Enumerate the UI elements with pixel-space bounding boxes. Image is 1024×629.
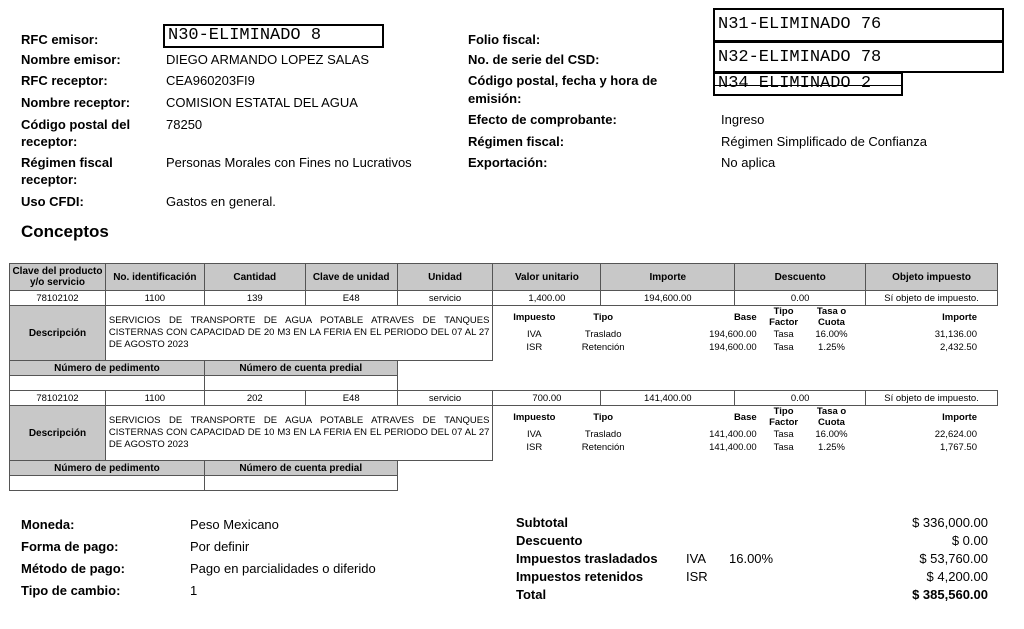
table-row — [10, 391, 998, 406]
tax-header: Importe — [942, 411, 977, 423]
rfc-emisor-label: RFC emisor: — [21, 32, 99, 47]
cell-importe: 141,400.00 — [601, 391, 735, 406]
tax-base: 141,400.00 — [709, 442, 757, 453]
uso-cfdi-label: Uso CFDI: — [21, 194, 84, 209]
tax-tipo: Retención — [581, 342, 625, 353]
col-header: Unidad — [397, 264, 493, 291]
trasladados-tasa: 16.00% — [729, 551, 774, 566]
cuenta-predial-value — [204, 476, 397, 491]
tax-impuesto: IVA — [527, 329, 542, 340]
serie-csd-label: No. de serie del CSD: — [468, 52, 600, 67]
tax-header: Base — [733, 311, 757, 323]
tax-impuesto: ISR — [526, 442, 543, 453]
exportacion-label: Exportación: — [468, 155, 548, 170]
descripcion-label: Descripción — [10, 406, 106, 461]
regimen-fiscal-value: Régimen Simplificado de Confianza — [721, 134, 927, 149]
tax-header: Tipo Factor — [769, 306, 799, 328]
forma-pago-value: Por definir — [190, 539, 250, 554]
nombre-emisor-label: Nombre emisor: — [21, 52, 121, 67]
col-header: Cantidad — [204, 264, 305, 291]
tax-row — [493, 328, 997, 341]
subtotal-label: Subtotal — [516, 515, 568, 530]
col-header: Importe — [601, 264, 735, 291]
descuento-label: Descuento — [516, 533, 583, 548]
tax-tipo: Traslado — [584, 429, 622, 440]
tax-impuesto: IVA — [527, 429, 542, 440]
cell-clave: 78102102 — [10, 391, 106, 406]
rfc-receptor-label: RFC receptor: — [21, 73, 108, 88]
cell-unidad: servicio — [397, 391, 493, 406]
redaction-serie: N32-ELIMINADO 78 — [713, 41, 1004, 73]
retenidos-label: Impuestos retenidos — [516, 569, 644, 584]
redaction-cp — [713, 72, 903, 96]
tax-importe: 2,432.50 — [940, 342, 977, 353]
tax-table — [493, 306, 997, 354]
trasladados-value: $ 53,760.00 — [919, 551, 988, 566]
nombre-receptor-label: Nombre receptor: — [21, 95, 131, 110]
tax-block — [493, 306, 998, 361]
total-value: $ 385,560.00 — [912, 587, 988, 602]
cell-objeto: Sí objeto de impuesto. — [866, 291, 998, 306]
tax-tasa: 16.00% — [815, 429, 848, 440]
table-header-row — [10, 264, 998, 291]
tax-tasa: 16.00% — [815, 329, 848, 340]
col-header: Valor unitario — [493, 264, 601, 291]
cp-receptor-label-2: receptor: — [21, 134, 78, 149]
redaction-cp-text: N34 ELIMINADO 2 — [718, 74, 872, 93]
rfc-receptor-value: CEA960203FI9 — [166, 73, 255, 88]
nombre-receptor-value: COMISION ESTATAL DEL AGUA — [166, 95, 358, 110]
cp-receptor-value: 78250 — [166, 117, 203, 132]
redaction-rfc-emisor: N30-ELIMINADO 8 — [163, 24, 384, 48]
descripcion-text: SERVICIOS DE TRANSPORTE DE AGUA POTABLE ATRAVES DE TANQUES CISTERNAS CON CAPACIDAD DE 20 M3 EN LA FERIA EN EL PERIODO DEL 07 AL 27 DE AGOSTO 2023 — [105, 306, 493, 361]
metodo-pago-label: Método de pago: — [21, 561, 125, 576]
tax-importe: 22,624.00 — [934, 429, 977, 440]
tax-factor: Tasa — [773, 442, 794, 453]
pedimento-label: Número de pedimento — [10, 361, 205, 376]
efecto-label: Efecto de comprobante: — [468, 112, 617, 127]
conceptos-table — [9, 263, 998, 491]
cell-clave: 78102102 — [10, 291, 106, 306]
tax-base: 194,600.00 — [709, 342, 757, 353]
trasladados-impuesto: IVA — [686, 551, 706, 566]
moneda-value: Peso Mexicano — [190, 517, 279, 532]
tax-row — [493, 341, 997, 354]
cell-unidad: servicio — [397, 291, 493, 306]
tax-factor: Tasa — [773, 329, 794, 340]
tax-row — [493, 441, 997, 454]
tax-impuesto: ISR — [526, 342, 543, 353]
pedimento-value — [10, 376, 205, 391]
tax-factor: Tasa — [773, 342, 794, 353]
cell-objeto: Sí objeto de impuesto. — [866, 391, 998, 406]
cell-descuento: 0.00 — [735, 291, 866, 306]
trasladados-label: Impuestos trasladados — [516, 551, 658, 566]
tipo-cambio-value: 1 — [190, 583, 198, 598]
tax-header: Tasa o Cuota — [816, 406, 847, 428]
cp-fecha-label-2: emisión: — [468, 91, 522, 106]
tax-tipo: Retención — [581, 442, 625, 453]
tax-tasa: 1.25% — [818, 342, 845, 353]
total-label: Total — [516, 587, 547, 602]
metodo-pago-value: Pago en parcialidades o diferido — [190, 561, 376, 576]
cell-importe: 194,600.00 — [601, 291, 735, 306]
tax-header: Tipo — [593, 411, 614, 423]
cell-cantidad: 139 — [204, 291, 305, 306]
cell-descuento: 0.00 — [735, 391, 866, 406]
tax-base: 141,400.00 — [709, 429, 757, 440]
cell-noid: 1100 — [105, 391, 204, 406]
pedimento-value — [10, 476, 205, 491]
col-header: Clave de unidad — [305, 264, 397, 291]
tax-table — [493, 406, 997, 454]
tax-header: Impuesto — [513, 411, 556, 423]
moneda-label: Moneda: — [21, 517, 75, 532]
tax-header: Importe — [942, 311, 977, 323]
pedimento-value-row — [10, 476, 998, 491]
folio-fiscal-label: Folio fiscal: — [468, 32, 541, 47]
tax-header: Tasa o Cuota — [816, 306, 847, 328]
regimen-receptor-value: Personas Morales con Fines no Lucrativos — [166, 155, 412, 170]
conceptos-title: Conceptos — [21, 222, 109, 241]
exportacion-value: No aplica — [721, 155, 776, 170]
descripcion-text: SERVICIOS DE TRANSPORTE DE AGUA POTABLE ATRAVES DE TANQUES CISTERNAS CON CAPACIDAD DE 10 M3 EN LA FERIA EN EL PERIODO DEL 07 AL 27 DE AGOSTO 2023 — [105, 406, 493, 461]
tax-base: 194,600.00 — [709, 329, 757, 340]
nombre-emisor-value: DIEGO ARMANDO LOPEZ SALAS — [166, 52, 369, 67]
cell-valor-unitario: 1,400.00 — [493, 291, 601, 306]
efecto-value: Ingreso — [721, 112, 765, 127]
table-row — [10, 291, 998, 306]
retenidos-impuesto: ISR — [686, 569, 708, 584]
cuenta-predial-label: Número de cuenta predial — [204, 361, 397, 376]
redaction-folio: N31-ELIMINADO 76 — [713, 8, 1004, 42]
cp-fecha-label: Código postal, fecha y hora de — [468, 73, 658, 88]
subtotal-value: $ 336,000.00 — [912, 515, 988, 530]
tax-block — [493, 406, 998, 461]
cell-clave-unidad: E48 — [305, 391, 397, 406]
regimen-fiscal-label: Régimen fiscal: — [468, 134, 565, 149]
cuenta-predial-value — [204, 376, 397, 391]
tax-header-row — [493, 306, 997, 328]
cell-noid: 1100 — [105, 291, 204, 306]
col-header: Objeto impuesto — [866, 264, 998, 291]
retenidos-value: $ 4,200.00 — [926, 569, 988, 584]
cell-cantidad: 202 — [204, 391, 305, 406]
descripcion-label: Descripción — [10, 306, 106, 361]
tax-header: Tipo — [593, 311, 614, 323]
tax-header: Tipo Factor — [769, 406, 799, 428]
tax-factor: Tasa — [773, 429, 794, 440]
col-header: No. identificación — [105, 264, 204, 291]
cell-valor-unitario: 700.00 — [493, 391, 601, 406]
forma-pago-label: Forma de pago: — [21, 539, 119, 554]
descuento-value: $ 0.00 — [951, 533, 988, 548]
tax-header: Impuesto — [513, 311, 556, 323]
tax-header: Base — [733, 411, 757, 423]
tipo-cambio-label: Tipo de cambio: — [21, 583, 121, 598]
pedimento-value-row — [10, 376, 998, 391]
pedimento-header-row — [10, 361, 998, 376]
tax-importe: 31,136.00 — [934, 329, 977, 340]
tax-importe: 1,767.50 — [940, 442, 977, 453]
description-row — [10, 306, 998, 361]
tax-row — [493, 428, 997, 441]
cell-clave-unidad: E48 — [305, 291, 397, 306]
tax-header-row — [493, 406, 997, 428]
strike-line — [715, 85, 901, 86]
tax-tipo: Traslado — [584, 329, 622, 340]
tax-tasa: 1.25% — [818, 442, 845, 453]
regimen-receptor-label: Régimen fiscal — [21, 155, 113, 170]
col-header: Descuento — [735, 264, 866, 291]
pedimento-label: Número de pedimento — [10, 461, 205, 476]
pedimento-header-row — [10, 461, 998, 476]
uso-cfdi-value: Gastos en general. — [166, 194, 276, 209]
cp-receptor-label: Código postal del — [21, 117, 131, 132]
description-row — [10, 406, 998, 461]
cuenta-predial-label: Número de cuenta predial — [204, 461, 397, 476]
col-header: Clave del producto y/o servicio — [10, 264, 106, 291]
regimen-receptor-label-2: receptor: — [21, 172, 78, 187]
